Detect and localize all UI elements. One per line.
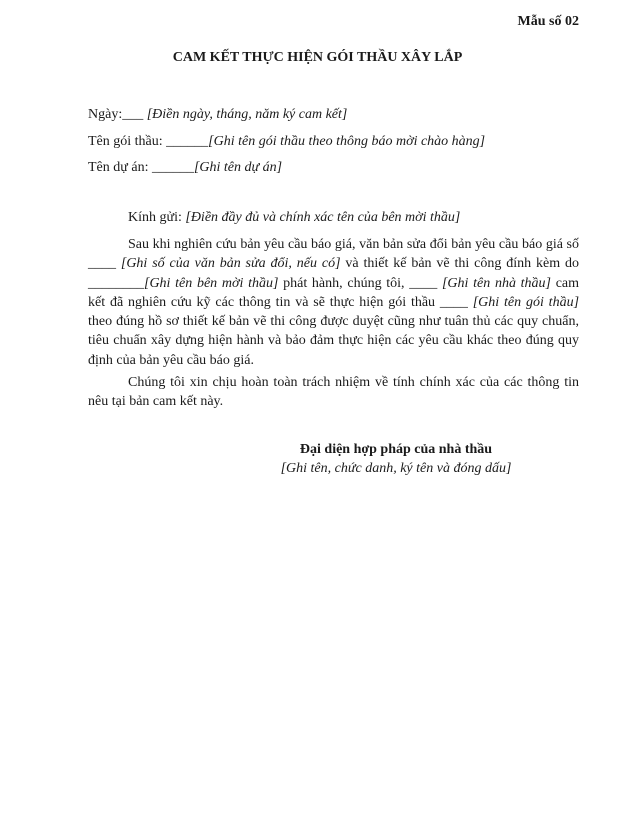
date-hint: [Điền ngày, tháng, năm ký cam kết]: [146, 107, 348, 122]
salutation-hint: [Điền đầy đủ và chính xác tên của bên mời thầu]: [185, 210, 461, 225]
document-title: CAM KẾT THỰC HIỆN GÓI THẦU XÂY LẮP: [172, 50, 463, 65]
salutation-label: Kính gửi:: [128, 210, 182, 225]
signature-note: [Ghi tên, chức danh, ký tên và đóng dấu]: [280, 461, 512, 476]
body-text-4: cam kết đã nghiên cứu kỹ các thông tin và sẽ thực hiện gói thầu ____: [88, 275, 580, 310]
date-line: [88, 106, 558, 124]
body-text-5: theo đúng hồ sơ thiết kế bản vẽ thi công được duyệt cũng như tuân thủ các quy chuẩn, tiêu chuẩn xây dựng hiện hành và bảo đảm thực hiện các yêu cầu khác theo đúng quy định của bản yêu cầu báo giá.: [88, 314, 579, 368]
package-name-hint: [Ghi tên gói thầu theo thông báo mời chào hàng]: [208, 134, 486, 149]
project-name-line: [88, 159, 558, 177]
project-name-label: Tên dự án:: [88, 160, 149, 175]
salutation: [88, 208, 579, 227]
responsibility-paragraph: Chúng tôi xin chịu hoàn toàn trách nhiệm về tính chính xác của các thông tin nêu tại bản cam kết này.: [88, 375, 579, 410]
project-name-hint: [Ghi tên dự án]: [193, 160, 283, 175]
body-text-1: Sau khi nghiên cứu bản yêu cầu báo giá, văn bản sửa đổi bản yêu cầu báo giá số ____: [88, 237, 579, 272]
date-label: Ngày:: [88, 107, 123, 122]
package-name-label: Tên gói thầu:: [88, 134, 163, 149]
project-name-blank: ______: [151, 160, 194, 175]
body-hint-inviter: [Ghi tên bên mời thầu]: [144, 275, 279, 291]
commitment-paragraph: [88, 235, 579, 370]
package-name-blank: ______: [166, 134, 209, 149]
body-text-3: phát hành, chúng tôi, ____: [283, 275, 438, 291]
body-text-2: và thiết kế bản vẽ thi công đính kèm do ________: [88, 256, 579, 291]
form-number: Mẫu số 02: [517, 14, 579, 29]
body-hint-package: [Ghi tên gói thầu]: [472, 294, 580, 310]
signature-representative: Đại diện hợp pháp của nhà thầu: [299, 442, 493, 457]
date-blank: ___: [122, 107, 144, 122]
body-hint-contractor: [Ghi tên nhà thầu]: [441, 275, 551, 291]
package-name-line: [88, 133, 558, 151]
body-hint-amendment: [Ghi số của văn bản sửa đổi, nếu có]: [120, 256, 341, 272]
signature-block: [250, 440, 542, 478]
